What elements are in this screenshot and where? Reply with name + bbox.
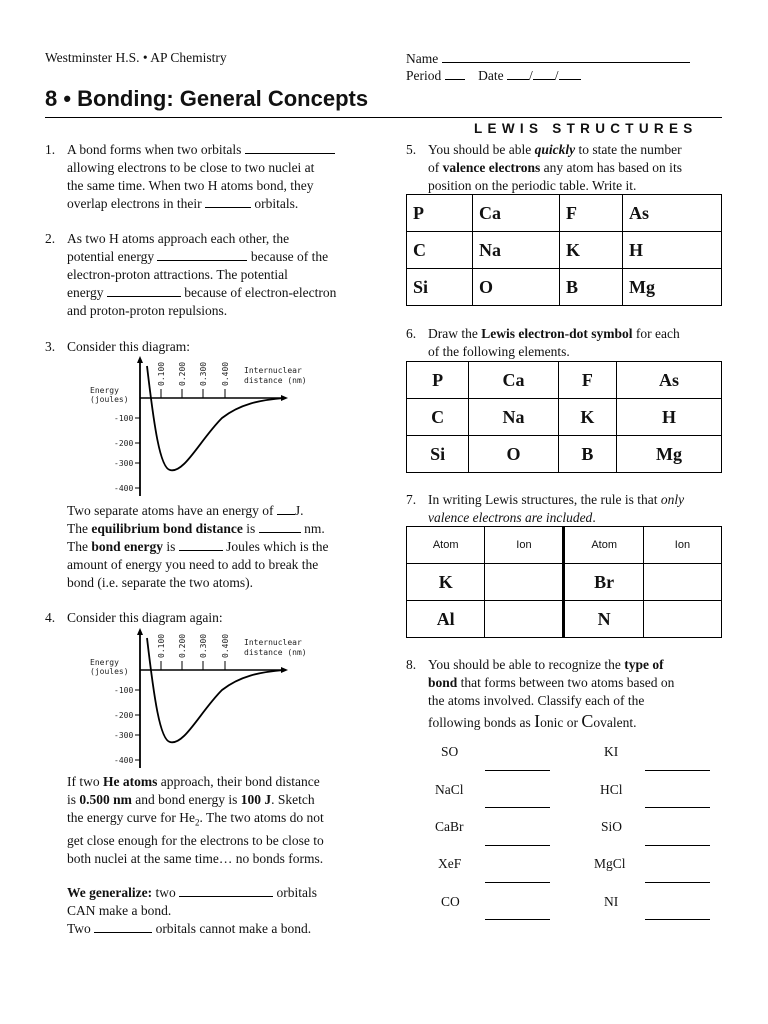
bond-answer-blank[interactable] <box>645 845 710 846</box>
q4-text: If two <box>67 774 100 789</box>
element-cell[interactable]: Na <box>473 232 560 269</box>
q4-text: both nuclei at the same time… no bonds forms. <box>67 850 324 866</box>
x-tick-label: 0.300 <box>199 361 208 386</box>
y-tick-label: -300 <box>114 459 134 468</box>
question-number: 3. <box>45 339 56 354</box>
date-month-blank[interactable] <box>507 67 529 80</box>
q3-text: is <box>166 539 176 554</box>
y-tick-label: -300 <box>114 731 134 740</box>
q5-text: of <box>428 160 440 175</box>
element-cell[interactable]: Ca <box>469 362 558 399</box>
valence-electrons-table <box>406 194 722 306</box>
q2-blank-1[interactable] <box>157 248 247 261</box>
question-number: 7. <box>406 492 417 507</box>
y-tick-label: -400 <box>114 484 134 493</box>
lewis-dot-table <box>406 361 722 473</box>
q6-text: Draw the <box>428 326 478 341</box>
q4-bold: 100 J <box>240 792 272 807</box>
element-cell[interactable]: O <box>473 269 560 306</box>
element-cell[interactable]: K <box>558 399 616 436</box>
q5-bold: valence electrons <box>442 160 541 175</box>
q4-text: . The two atoms do not <box>199 810 324 825</box>
bond-answer-blank[interactable] <box>645 807 710 808</box>
q4-bold: We generalize: <box>67 884 153 900</box>
element-cell[interactable]: F <box>558 362 616 399</box>
q5-bold-italic: quickly <box>534 142 576 157</box>
q4-bold: He atoms <box>103 774 158 789</box>
energy-diagram-2[interactable] <box>88 628 328 770</box>
q3-text: The <box>67 521 88 536</box>
q3-text: amount of energy you need to add to break the <box>67 557 319 572</box>
q3-blank-bond-energy[interactable] <box>179 538 223 551</box>
ion-cell[interactable] <box>643 601 721 638</box>
element-cell[interactable]: Ca <box>473 195 560 232</box>
title-divider <box>45 117 722 118</box>
atom-cell: N <box>564 601 643 638</box>
q4-text: approach, their bond distance <box>160 774 320 789</box>
q1-blank-2[interactable] <box>205 195 251 208</box>
atom-ion-table <box>406 526 722 638</box>
section-title: LEWIS STRUCTURES <box>474 121 698 136</box>
q4-text: is <box>67 792 77 807</box>
q8-text: You should be able to recognize the <box>428 657 621 672</box>
x-ticks <box>161 661 225 670</box>
y-tick-label: -200 <box>114 711 134 720</box>
element-cell[interactable]: K <box>559 232 622 269</box>
y-axis-label: (joules) <box>90 667 129 676</box>
period-blank[interactable] <box>445 67 465 80</box>
bond-answer-blank[interactable] <box>645 770 710 771</box>
bond-label: XeF <box>438 856 462 871</box>
bond-answer-blank[interactable] <box>485 807 550 808</box>
x-tick-label: 0.200 <box>178 633 187 658</box>
q8-text: onic or <box>540 715 578 730</box>
q1-blank-1[interactable] <box>245 141 335 154</box>
q8-big-letter: C <box>581 711 594 731</box>
q2-text: potential energy <box>67 249 155 264</box>
q4-text: CAN make a bond. <box>67 902 172 918</box>
bond-label: SiO <box>601 819 623 834</box>
element-cell[interactable]: Mg <box>617 436 722 473</box>
q6-text: for each <box>635 326 680 341</box>
q3-text: The <box>67 539 88 554</box>
bond-answer-blank[interactable] <box>485 770 550 771</box>
q1-text: the same time. When two H atoms bond, they <box>67 178 314 193</box>
q5-text: You should be able <box>428 142 532 157</box>
element-cell[interactable]: H <box>617 399 722 436</box>
q4-text: get close enough for the electrons to be close to <box>67 832 324 848</box>
element-cell[interactable]: Si <box>407 269 473 306</box>
x-tick-label: 0.100 <box>157 361 166 386</box>
name-line <box>406 50 690 67</box>
y-tick-label: -100 <box>114 414 134 423</box>
date-separator: / <box>554 68 559 83</box>
q2-blank-2[interactable] <box>107 284 181 297</box>
q3-blank-energy[interactable] <box>277 502 295 515</box>
name-label: Name <box>406 51 439 66</box>
q7-text: . <box>592 510 596 525</box>
element-cell[interactable]: Na <box>469 399 558 436</box>
column-header: Atom <box>407 527 485 564</box>
x-axis-label: distance (nm) <box>244 648 307 657</box>
x-tick-label: 0.200 <box>178 361 187 386</box>
q3-text: Joules which is the <box>226 539 329 554</box>
column-header: Atom <box>564 527 643 564</box>
period-label: Period <box>406 68 442 83</box>
element-cell[interactable]: O <box>469 436 558 473</box>
atom-cell: K <box>407 564 485 601</box>
question-number: 5. <box>406 142 417 157</box>
q4-blank-can[interactable] <box>179 884 273 897</box>
page-title: 8 • Bonding: General Concepts <box>45 86 369 111</box>
element-cell[interactable]: P <box>407 362 469 399</box>
q4-bold: 0.500 nm <box>79 792 132 807</box>
q4-blank-cannot[interactable] <box>94 920 152 933</box>
ion-cell[interactable] <box>485 564 564 601</box>
bond-label: HCl <box>600 782 623 797</box>
q1-text: overlap electrons in their <box>67 196 202 211</box>
q4-subscript: 2 <box>194 817 200 828</box>
q5-text: any atom has based on its <box>543 160 682 175</box>
q3-text: J. <box>294 503 304 518</box>
q3-blank-distance[interactable] <box>259 520 301 533</box>
element-cell[interactable]: B <box>558 436 616 473</box>
q8-bold: type of <box>624 657 664 672</box>
q5-text: to state the number <box>578 142 682 157</box>
bond-answer-blank[interactable] <box>645 919 710 920</box>
q4-text: orbitals <box>276 884 317 900</box>
column-header: Ion <box>485 527 564 564</box>
question-number: 2. <box>45 231 56 246</box>
q7-italic: only <box>660 492 685 507</box>
q8-big-letter: I <box>534 711 541 731</box>
question-number: 4. <box>45 610 56 625</box>
y-tick-label: -200 <box>114 439 134 448</box>
date-label: Date <box>478 68 504 83</box>
date-separator: / <box>528 68 533 83</box>
element-cell[interactable]: Si <box>407 436 469 473</box>
q1-text: allowing electrons to be close to two nuclei at <box>67 160 315 175</box>
y-tick-label: -400 <box>114 756 134 765</box>
atom-cell: Al <box>407 601 485 638</box>
element-cell[interactable]: C <box>407 232 473 269</box>
q2-text: because of the <box>250 249 329 264</box>
x-axis-label: distance (nm) <box>244 376 307 385</box>
q2-text: because of electron-electron <box>184 285 337 300</box>
bond-label: CO <box>441 894 460 909</box>
y-axis-label: Energy <box>90 386 119 395</box>
x-tick-label: 0.100 <box>157 633 166 658</box>
q8-text: the atoms involved. Classify each of the <box>428 693 645 708</box>
question-1 <box>45 141 375 216</box>
element-cell[interactable]: C <box>407 399 469 436</box>
q5-text: position on the periodic table. Write it. <box>428 178 637 193</box>
bond-answer-blank[interactable] <box>485 882 550 883</box>
q2-text: electron-proton attractions. The potential <box>67 267 288 282</box>
y-axis-label: (joules) <box>90 395 129 404</box>
q4-text: and bond energy is <box>135 792 238 807</box>
y-tick-label: -100 <box>114 686 134 695</box>
q3-text: bond (i.e. separate the two atoms). <box>67 575 253 590</box>
element-cell[interactable]: As <box>617 362 722 399</box>
q4-text: orbitals cannot make a bond. <box>155 920 312 936</box>
q4-intro: Consider this diagram again: <box>67 610 223 625</box>
bond-label: SO <box>441 744 459 759</box>
q6-bold: Lewis electron-dot symbol <box>481 326 633 341</box>
bond-label: NI <box>604 894 619 909</box>
question-number: 6. <box>406 326 417 341</box>
q4-text: the energy curve for He <box>67 810 195 825</box>
q3-text: is <box>246 521 256 536</box>
x-tick-label: 0.400 <box>221 361 230 386</box>
x-tick-label: 0.300 <box>199 633 208 658</box>
element-cell[interactable]: F <box>559 195 622 232</box>
q2-text: As two H atoms approach each other, the <box>67 231 290 246</box>
y-axis-label: Energy <box>90 658 119 667</box>
y-axis-arrow <box>137 356 143 363</box>
name-blank[interactable] <box>442 50 690 63</box>
ion-cell[interactable] <box>643 564 721 601</box>
q3-text: nm. <box>304 521 325 536</box>
column-header: Ion <box>643 527 721 564</box>
q8-text: following bonds as <box>428 715 531 730</box>
element-cell[interactable]: B <box>559 269 622 306</box>
question-number: 1. <box>45 142 56 157</box>
x-tick-label: 0.400 <box>221 633 230 658</box>
question-2 <box>45 230 375 322</box>
bond-answer-blank[interactable] <box>485 845 550 846</box>
atom-cell: Br <box>564 564 643 601</box>
bond-answer-blank[interactable] <box>645 882 710 883</box>
q8-text: ovalent. <box>593 715 637 730</box>
element-cell[interactable]: As <box>623 195 722 232</box>
period-date-line <box>406 67 581 84</box>
element-cell[interactable]: P <box>407 195 473 232</box>
bond-label: MgCl <box>594 856 626 871</box>
q3-text: Two separate atoms have an energy of <box>67 503 274 518</box>
q3-intro: Consider this diagram: <box>67 339 190 354</box>
x-axis-label: Internuclear <box>244 366 302 375</box>
school-course: Westminster H.S. • AP Chemistry <box>45 50 227 65</box>
y-axis-arrow <box>137 628 143 635</box>
element-cell[interactable]: H <box>623 232 722 269</box>
q1-text: orbitals. <box>254 196 299 211</box>
q4-text: Two <box>67 920 91 936</box>
bond-label: CaBr <box>435 819 464 834</box>
question-number: 8. <box>406 657 417 672</box>
bond-label: KI <box>604 744 619 759</box>
date-day-blank[interactable] <box>533 67 555 80</box>
q8-bold: bond <box>428 675 458 690</box>
date-year-blank[interactable] <box>559 67 581 80</box>
q3-bold: equilibrium bond distance <box>91 521 243 536</box>
q4-text: . Sketch <box>271 792 315 807</box>
q7-text: In writing Lewis structures, the rule is that <box>428 492 658 507</box>
q4-body <box>67 773 377 938</box>
q3-bold: bond energy <box>91 539 164 554</box>
q7-italic: valence electrons are included <box>428 510 593 525</box>
q8-text: that forms between two atoms based on <box>460 675 675 690</box>
bond-label: NaCl <box>435 782 464 797</box>
x-axis-label: Internuclear <box>244 638 302 647</box>
q2-text: energy <box>67 285 104 300</box>
energy-diagram-1 <box>88 356 328 498</box>
ion-cell[interactable] <box>485 601 564 638</box>
bond-answer-blank[interactable] <box>485 919 550 920</box>
q3-body <box>67 502 377 592</box>
q2-text: and proton-proton repulsions. <box>67 303 228 318</box>
q4-text: two <box>155 884 176 900</box>
element-cell[interactable]: Mg <box>623 269 722 306</box>
q6-text: of the following elements. <box>428 344 570 359</box>
q1-text: A bond forms when two orbitals <box>67 142 242 157</box>
x-ticks <box>161 389 225 398</box>
